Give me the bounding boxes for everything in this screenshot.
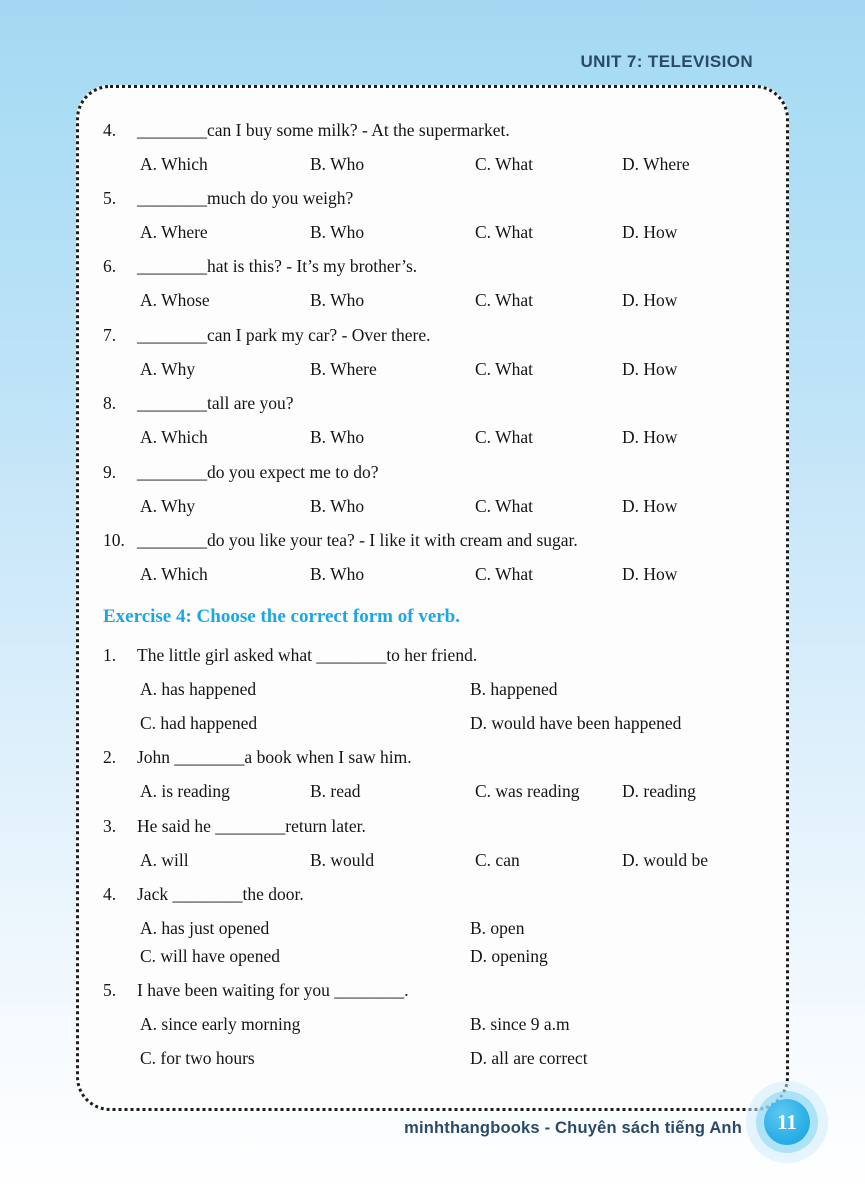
- answer-option: C. What: [475, 359, 534, 379]
- question-number: 1.: [103, 645, 117, 665]
- answer-option: A. Why: [140, 359, 196, 379]
- options-row: [79, 557, 786, 591]
- answer-option: B. Who: [310, 290, 365, 310]
- question-stem: ________hat is this? - It’s my brother’s.: [137, 256, 418, 276]
- answer-option: A. has just opened: [140, 918, 270, 938]
- answer-option: D. opening: [470, 946, 548, 966]
- answer-option: C. What: [475, 564, 534, 584]
- answer-option: B. Who: [310, 222, 365, 242]
- options-row: [79, 706, 786, 740]
- question-stem-row: [79, 638, 786, 672]
- answer-option: B. Who: [310, 427, 365, 447]
- question-stem-row: [79, 973, 786, 1007]
- question-stem-row: [79, 455, 786, 489]
- question-stem-row: [79, 181, 786, 215]
- answer-option: C. What: [475, 496, 534, 516]
- answer-option: D. would be: [622, 850, 709, 870]
- question-number: 8.: [103, 393, 117, 413]
- answer-option: C. for two hours: [140, 1048, 255, 1068]
- quiz-content: [79, 88, 786, 1108]
- options-row: [79, 672, 786, 706]
- page-number: 11: [777, 1109, 797, 1134]
- options-row: [79, 489, 786, 523]
- question-stem-row: [79, 318, 786, 352]
- question-stem: Jack ________the door.: [137, 884, 304, 904]
- answer-option: D. How: [622, 496, 678, 516]
- answer-option: D. all are correct: [470, 1048, 588, 1068]
- answer-option: A. Whose: [140, 290, 210, 310]
- answer-option: B. Who: [310, 496, 365, 516]
- question-stem-row: [79, 523, 786, 557]
- question-number: 10.: [103, 530, 125, 550]
- question-number: 7.: [103, 325, 117, 345]
- question-stem: ________do you like your tea? - I like it with cream and sugar.: [137, 530, 578, 550]
- answer-option: C. was reading: [475, 781, 580, 801]
- answer-option: C. What: [475, 222, 534, 242]
- answer-option: D. Where: [622, 154, 690, 174]
- answer-option: B. Who: [310, 564, 365, 584]
- answer-option: C. can: [475, 850, 520, 870]
- answer-option: A. Which: [140, 154, 208, 174]
- answer-option: D. How: [622, 427, 678, 447]
- answer-option: A. is reading: [140, 781, 230, 801]
- question-number: 3.: [103, 816, 117, 836]
- answer-option: B. would: [310, 850, 375, 870]
- question-number: 5.: [103, 188, 117, 208]
- question-stem: He said he ________return later.: [137, 816, 366, 836]
- question-stem-row: [79, 877, 786, 911]
- question-stem-row: [79, 809, 786, 843]
- answer-option: D. How: [622, 290, 678, 310]
- options-row: [79, 1041, 786, 1075]
- question-number: 5.: [103, 980, 117, 1000]
- answer-option: C. will have opened: [140, 946, 280, 966]
- answer-option: A. since early morning: [140, 1014, 301, 1034]
- question-stem-row: [79, 386, 786, 420]
- options-row: [79, 352, 786, 386]
- exercise-title-row: [79, 600, 786, 634]
- question-number: 4.: [103, 884, 117, 904]
- answer-option: A. Which: [140, 427, 208, 447]
- question-stem: ________do you expect me to do?: [137, 462, 379, 482]
- answer-option: C. What: [475, 154, 534, 174]
- answer-option: B. happened: [470, 679, 558, 699]
- options-row: [79, 147, 786, 181]
- options-row: [79, 774, 786, 808]
- question-number: 9.: [103, 462, 117, 482]
- question-stem: ________can I buy some milk? - At the supermarket.: [137, 120, 510, 140]
- answer-option: C. What: [475, 427, 534, 447]
- question-stem: John ________a book when I saw him.: [137, 747, 412, 767]
- answer-option: A. will: [140, 850, 189, 870]
- options-row: [79, 939, 786, 973]
- question-stem-row: [79, 249, 786, 283]
- answer-option: B. Where: [310, 359, 377, 379]
- answer-option: D. How: [622, 359, 678, 379]
- answer-option: B. open: [470, 918, 525, 938]
- answer-option: D. How: [622, 564, 678, 584]
- question-stem: I have been waiting for you ________.: [137, 980, 409, 1000]
- answer-option: A. has happened: [140, 679, 257, 699]
- answer-option: D. reading: [622, 781, 696, 801]
- page-number-badge: [764, 1099, 810, 1145]
- question-number: 2.: [103, 747, 117, 767]
- answer-option: B. read: [310, 781, 361, 801]
- quiz-panel: [76, 85, 789, 1111]
- answer-option: C. What: [475, 290, 534, 310]
- footer-brand: minhthangbooks - Chuyên sách tiếng Anh: [404, 1119, 742, 1137]
- answer-option: C. had happened: [140, 713, 258, 733]
- options-row: [79, 1007, 786, 1041]
- answer-option: A. Why: [140, 496, 196, 516]
- answer-option: A. Which: [140, 564, 208, 584]
- question-stem-row: [79, 113, 786, 147]
- exercise-title: Exercise 4: Choose the correct form of verb.: [103, 606, 461, 627]
- question-stem: ________tall are you?: [137, 393, 294, 413]
- unit-header: UNIT 7: TELEVISION: [580, 52, 753, 71]
- options-row: [79, 215, 786, 249]
- options-row: [79, 283, 786, 317]
- answer-option: B. Who: [310, 154, 365, 174]
- answer-option: B. since 9 a.m: [470, 1014, 570, 1034]
- question-number: 6.: [103, 256, 117, 276]
- answer-option: D. How: [622, 222, 678, 242]
- answer-option: D. would have been happened: [470, 713, 682, 733]
- question-stem-row: [79, 740, 786, 774]
- question-stem: ________can I park my car? - Over there.: [137, 325, 431, 345]
- question-stem: ________much do you weigh?: [137, 188, 354, 208]
- question-number: 4.: [103, 120, 117, 140]
- options-row: [79, 843, 786, 877]
- question-stem: The little girl asked what ________to her friend.: [137, 645, 478, 665]
- answer-option: A. Where: [140, 222, 208, 242]
- options-row: [79, 420, 786, 454]
